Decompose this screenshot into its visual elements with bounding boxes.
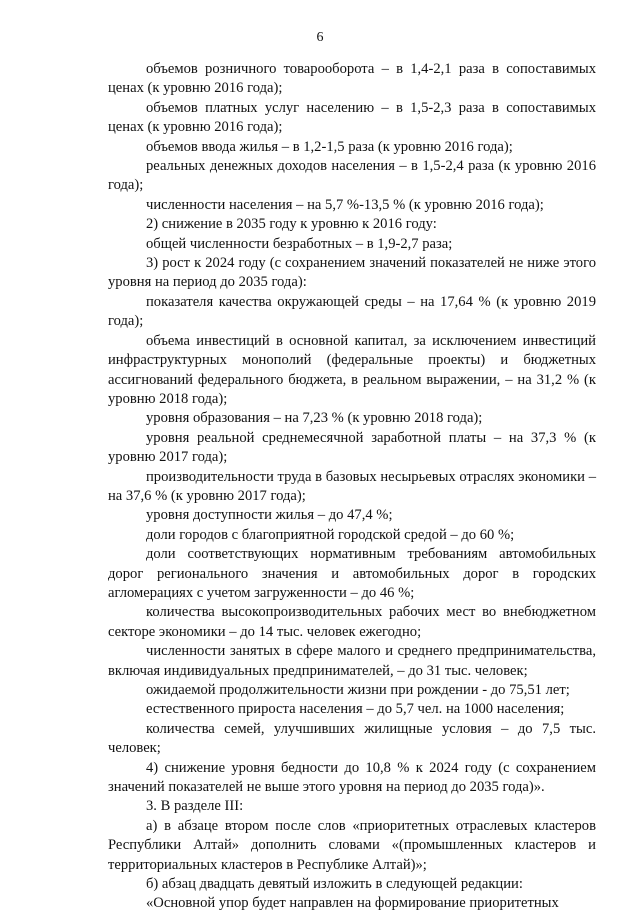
paragraph: 2) снижение в 2035 году к уровню к 2016 году: — [146, 216, 437, 233]
paragraph: доли соответствующих нормативным требованиям автомобильных дорог регионального значения и автомобильных дорог в городских агломерациях с учетом загруженности – до 46 %; — [108, 546, 596, 601]
paragraph: реальных денежных доходов населения – в 1,5-2,4 раза (к уровню 2016 года); — [108, 158, 596, 194]
paragraph: объемов ввода жилья – в 1,2-1,5 раза (к уровню 2016 года); — [146, 138, 513, 155]
paragraph: уровня доступности жилья – до 47,4 %; — [146, 507, 393, 524]
paragraph: б) абзац двадцать девятый изложить в следующей редакции: — [146, 876, 523, 893]
paragraph: количества высокопроизводительных рабочих мест во внебюджетном секторе экономики – до 14 тыс. человек ежегодно; — [108, 604, 596, 640]
paragraph: показателя качества окружающей среды – на 17,64 % (к уровню 2019 года); — [108, 293, 596, 330]
paragraph: количества семей, улучшивших жилищные условия – до 7,5 тыс. человек; — [108, 720, 596, 757]
paragraph: объемов розничного товарооборота – в 1,4-2,1 раза в сопоставимых ценах (к уровню 2016 года); — [108, 61, 596, 97]
paragraph: общей численности безработных – в 1,9-2,7 раза; — [146, 235, 453, 252]
paragraph: объема инвестиций в основной капитал, за исключением инвестиций инфраструктурных монополий (федеральные проекты) и бюджетных ассигнований федерального бюджета, в реальном выражении, – на 31,2 % (к уровню 2018 года); — [108, 332, 596, 407]
paragraph: уровня образования – на 7,23 % (к уровню 2018 года); — [146, 410, 483, 427]
paragraph: численности населения – на 5,7 %-13,5 % (к уровню 2016 года); — [146, 196, 544, 213]
paragraph: 3) рост к 2024 году (с сохранением значений показателей не ниже этого уровня на период до 2035 года): — [108, 255, 596, 291]
paragraph: объемов платных услуг населению – в 1,5-2,3 раза в сопоставимых ценах (к уровню 2016 года); — [108, 99, 596, 136]
paragraph: «Основной упор будет направлен на формирование приоритетных — [146, 895, 559, 912]
paragraph: естественного прироста населения – до 5,7 чел. на 1000 населения; — [146, 701, 565, 718]
paragraph: 3. В разделе III: — [146, 798, 244, 815]
paragraph: уровня реальной среднемесячной заработной платы – на 37,3 % (к уровню 2017 года); — [108, 429, 596, 466]
paragraph: производительности труда в базовых несырьевых отраслях экономики – на 37,6 % (к уровню 2017 года); — [108, 468, 596, 504]
paragraph: а) в абзаце втором после слов «приоритетных отраслевых кластеров Республики Алтай» дополнить словами «(промышленных кластеров и территориальных кластеров в Республике Алтай)»; — [108, 817, 596, 873]
document-body — [108, 60, 596, 914]
paragraph: ожидаемой продолжительности жизни при рождении - до 75,51 лет; — [146, 682, 570, 698]
paragraph: численности занятых в сфере малого и среднего предпринимательства, включая индивидуальных предпринимателей, – до 31 тыс. человек; — [108, 643, 596, 679]
page-number: 6 — [316, 30, 324, 45]
paragraph: доли городов с благоприятной городской средой – до 60 %; — [146, 526, 515, 543]
paragraph: 4) снижение уровня бедности до 10,8 % к 2024 году (с сохранением значений показателей не выше этого уровня на период до 2035 года)». — [108, 759, 596, 796]
